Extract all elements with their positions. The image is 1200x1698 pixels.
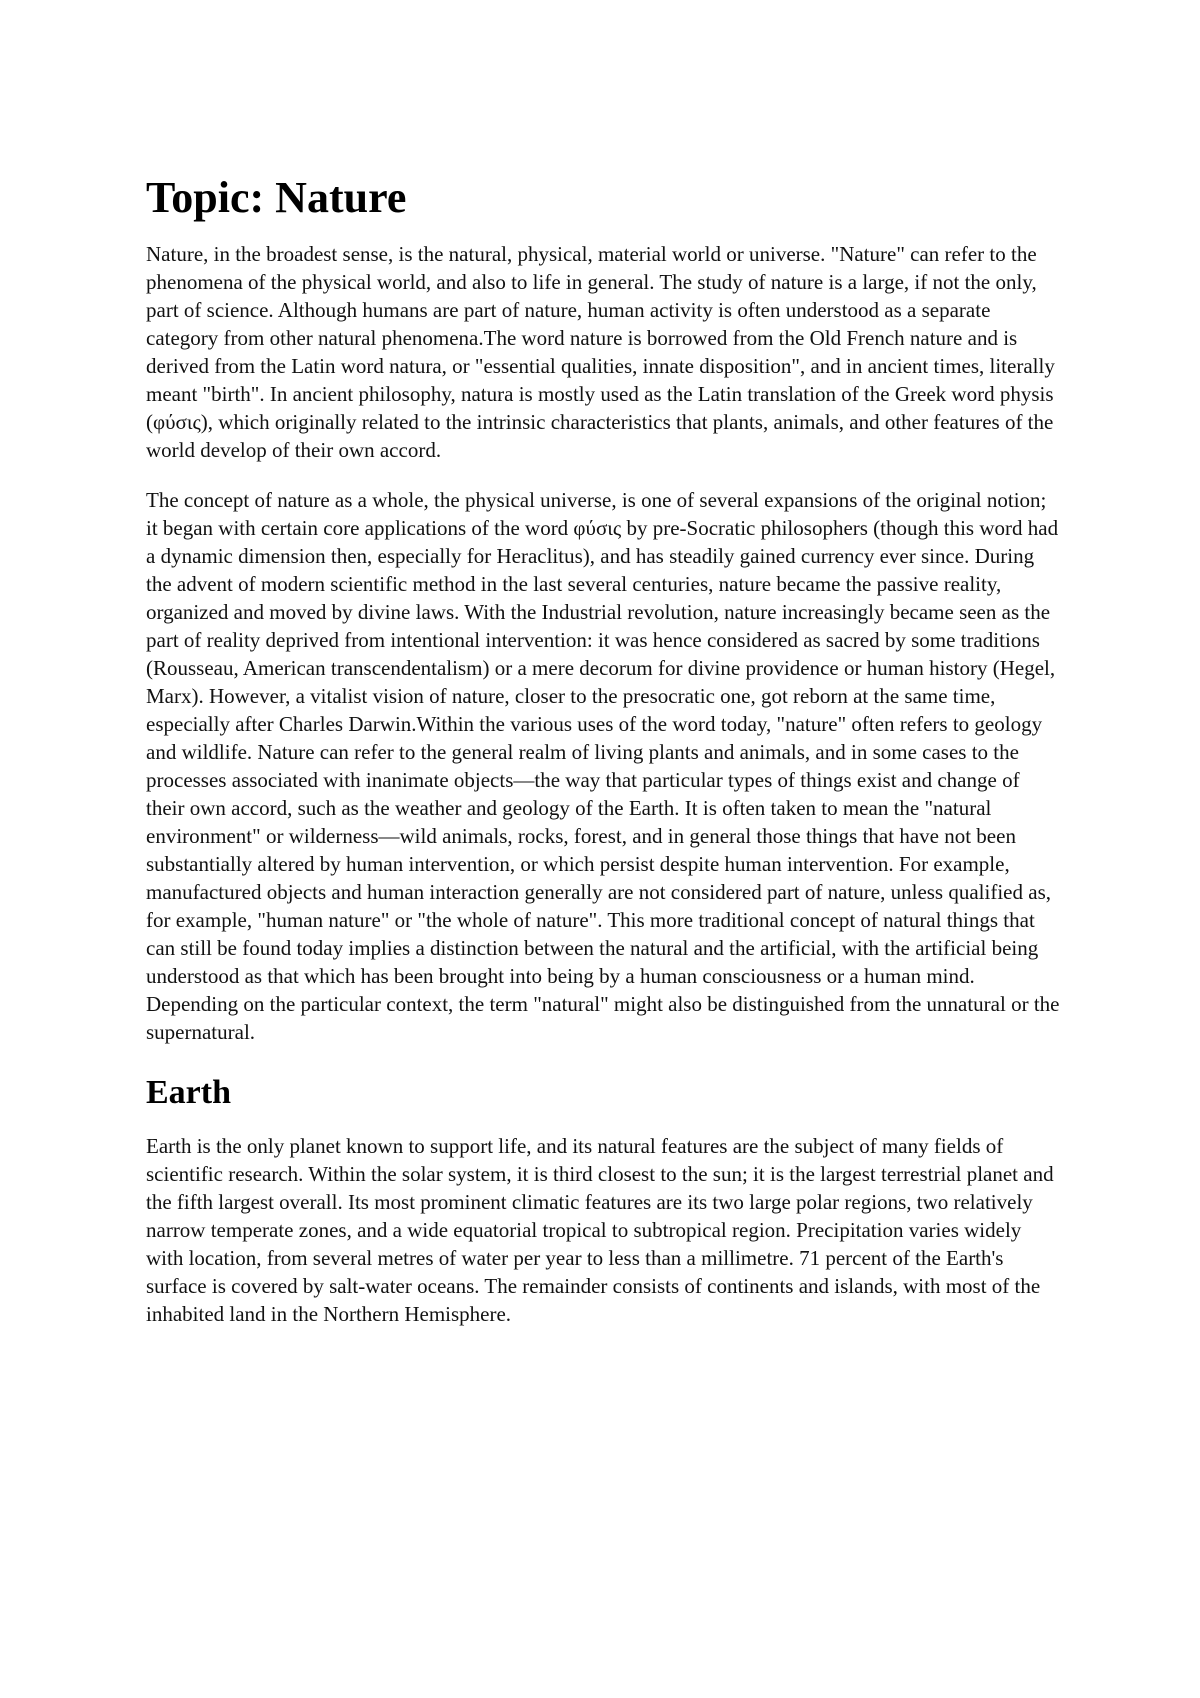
earth-paragraph: Earth is the only planet known to support life, and its natural features are the subject of many fields of scientific research. Within the solar system, it is third closest to the sun; it is the largest terrestrial planet and the fifth largest overall. Its most prominent climatic features are its two large polar regions, two relatively narrow temperate zones, and a wide equatorial tropical to subtropical region. Precipitation varies widely with location, from several metres of water per year to less than a millimetre. 71 percent of the Earth's surface is covered by salt-water oceans. The remainder consists of continents and islands, with most of the inhabited land in the Northern Hemisphere. (146, 1134, 1054, 1326)
concept-paragraph: The concept of nature as a whole, the physical universe, is one of several expansions of the original notion; it began with certain core applications of the word φύσις by pre-Socratic philosophers (though this word had a dynamic dimension then, especially for Heraclitus), and has steadily gained currency ever since. During the advent of modern scientific method in the last several centuries, nature became the passive reality, organized and moved by divine laws. With the Industrial revolution, nature increasingly became seen as the part of reality deprived from intentional intervention: it was hence considered as sacred by some traditions (Rousseau, American transcendentalism) or a mere decorum for divine providence or human history (Hegel, Marx). However, a vitalist vision of nature, closer to the presocratic one, got reborn at the same time, especially after Charles Darwin.Within the various uses of the word today, "nature" often refers to geology and wildlife. Nature can refer to the general realm of living plants and animals, and in some cases to the processes associated with inanimate objects—the way that particular types of things exist and change of their own accord, such as the weather and geology of the Earth. It is often taken to mean the "natural environment" or wilderness—wild animals, rocks, forest, and in general those things that have not been substantially altered by human intervention, or which persist despite human intervention. For example, manufactured objects and human interaction generally are not considered part of nature, unless qualified as, for example, "human nature" or "the whole of nature". This more traditional concept of natural things that can still be found today implies a distinction between the natural and the artificial, with the artificial being understood as that which has been brought into being by a human consciousness or a human mind. Depending on the particular context, the term "natural" might also be distinguished from the unnatural or the supernatural. (146, 488, 1060, 1044)
page-title: Topic: Nature (146, 173, 407, 222)
section-heading-earth: Earth (146, 1074, 231, 1111)
document-page (146, 172, 1061, 1350)
intro-paragraph: Nature, in the broadest sense, is the natural, physical, material world or universe. "Nature" can refer to the phenomena of the physical world, and also to life in general. The study of nature is a large, if not the only, part of science. Although humans are part of nature, human activity is often understood as a separate category from other natural phenomena.The word nature is borrowed from the Old French nature and is derived from the Latin word natura, or "essential qualities, innate disposition", and in ancient times, literally meant "birth". In ancient philosophy, natura is mostly used as the Latin translation of the Greek word physis (φύσις), which originally related to the intrinsic characteristics that plants, animals, and other features of the world develop of their own accord. (146, 242, 1055, 462)
